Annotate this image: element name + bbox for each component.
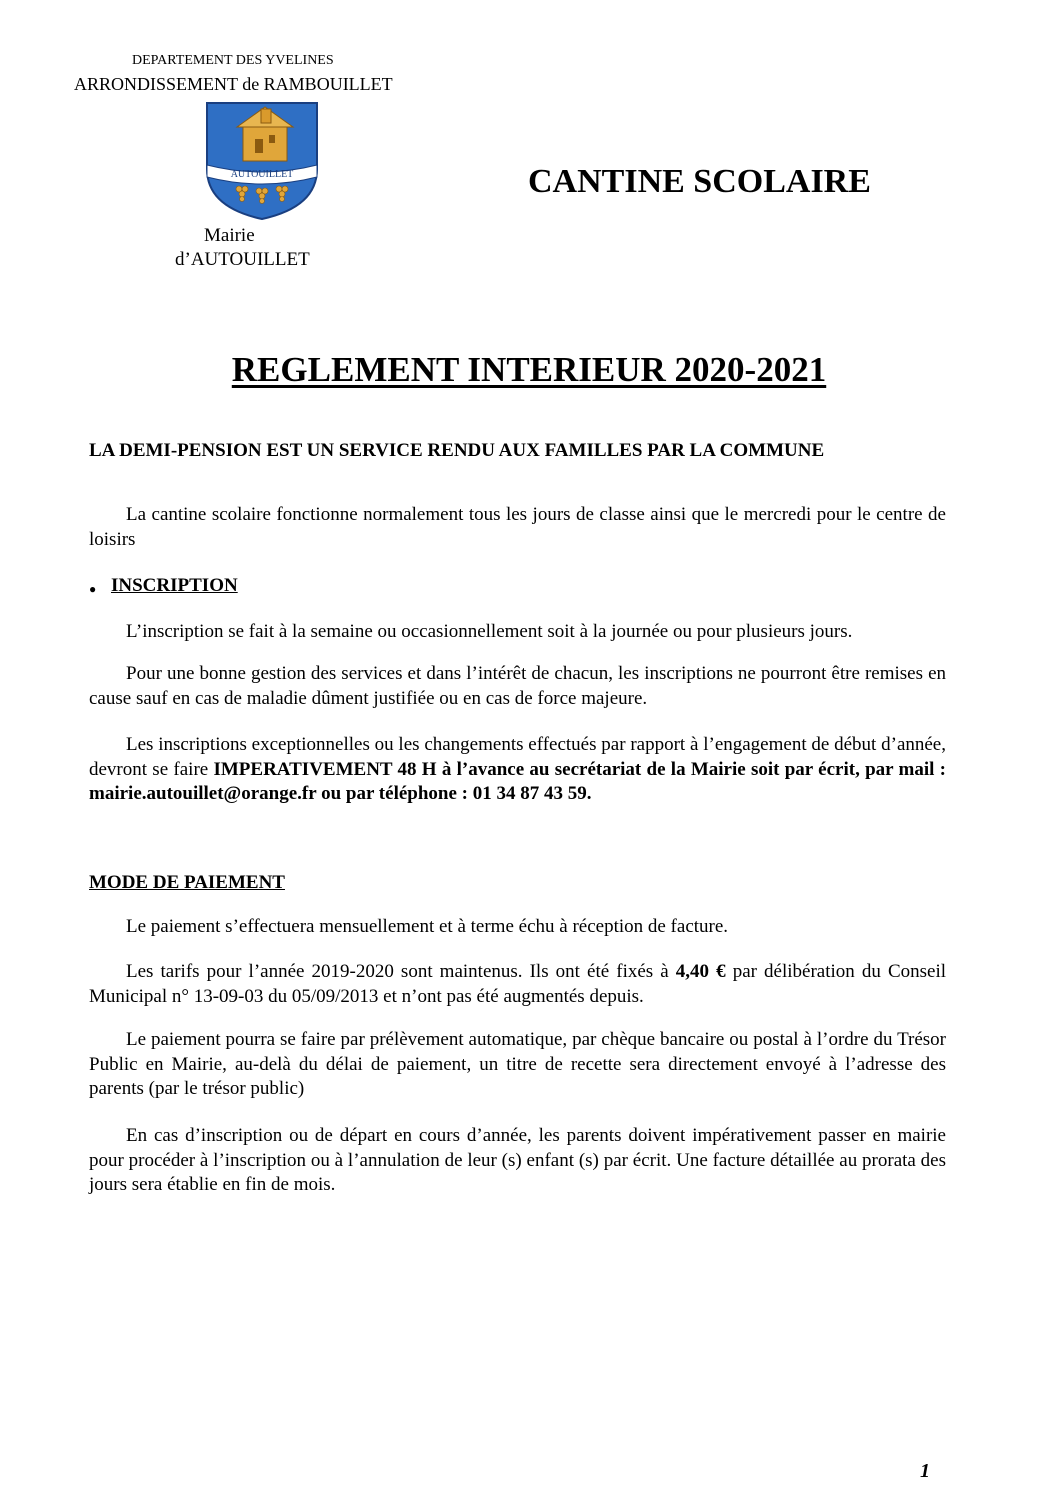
bullet-icon: ●	[89, 582, 97, 596]
subheading: LA DEMI-PENSION EST UN SERVICE RENDU AUX FAMILLES PAR LA COMMUNE	[89, 440, 825, 461]
arrondissement-label: ARRONDISSEMENT de RAMBOUILLET	[74, 74, 393, 94]
tarif-price: 4,40 €	[675, 961, 726, 982]
inscription-heading: INSCRIPTION	[111, 575, 238, 596]
paiement-text-1: Le paiement s’effectuera mensuellement et à terme échu à réception de facture.	[126, 916, 729, 937]
autouillet-crest-logo	[203, 99, 321, 221]
paiement-paragraph-3	[89, 1028, 946, 1102]
paiement-heading: MODE DE PAIEMENT	[89, 872, 285, 893]
inscription-text-1: L’inscription se fait à la semaine ou occasionnellement soit à la journée ou pour plusieurs jours.	[126, 621, 853, 642]
paiement-text-4: En cas d’inscription ou de départ en cours d’année, les parents doivent impérativement passer en mairie pour procéder à l’inscription ou à l’annulation de leur (s) enfant (s) par écrit. Une facture détaillée au prorata des jours sera établie en fin de mois.	[89, 1125, 946, 1195]
paiement-paragraph-4	[89, 1124, 946, 1198]
mairie-town-label: d’AUTOUILLET	[175, 249, 310, 270]
inscription-contact-bold: IMPERATIVEMENT 48 H à l’avance au secrétariat de la Mairie soit par écrit, par mail : mairie.autouillet@orange.fr ou par téléphone : 01 34 87 43 59.	[89, 758, 946, 804]
paiement-text-2a: Les tarifs pour l’année 2019-2020 sont maintenus. Ils ont été fixés à	[126, 961, 676, 982]
document-category-title: CANTINE SCOLAIRE	[528, 163, 871, 200]
inscription-text-2: Pour une bonne gestion des services et dans l’intérêt de chacun, les inscriptions ne pourront être remises en cause sauf en cas de maladie dûment justifiée ou en cas de force majeure.	[89, 663, 946, 709]
department-label: DEPARTEMENT DES YVELINES	[132, 53, 334, 68]
crest-name-text: AUTOUILLET	[230, 169, 294, 180]
inscription-paragraph-2	[89, 662, 946, 711]
page-number: 1	[920, 1460, 930, 1482]
inscription-paragraph-3	[89, 733, 946, 807]
paiement-text-2b: par délibération du Conseil Municipal n° 13-09-03 du 05/09/2013 et n’ont pas été augmentés depuis.	[89, 961, 947, 1007]
paiement-text-3: Le paiement pourra se faire par prélèvement automatique, par chèque bancaire ou postal à l’ordre du Trésor Public en Mairie, au-delà du délai de paiement, un titre de recette sera directement envoyé à l’adresse des parents (par le trésor public)	[89, 1029, 946, 1099]
intro-paragraph	[89, 503, 946, 552]
mairie-label: Mairie	[204, 225, 255, 246]
paiement-paragraph-2	[89, 960, 946, 1009]
paiement-paragraph-1	[89, 915, 946, 940]
intro-text: La cantine scolaire fonctionne normalement tous les jours de classe ainsi que le mercredi pour le centre de loisirs	[89, 504, 946, 550]
main-title: REGLEMENT INTERIEUR 2020-2021	[231, 350, 827, 389]
inscription-text-3: Les inscriptions exceptionnelles ou les changements effectués par rapport à l’engagement de début d’année, devront se faire	[89, 734, 946, 780]
inscription-paragraph-1	[89, 620, 946, 645]
